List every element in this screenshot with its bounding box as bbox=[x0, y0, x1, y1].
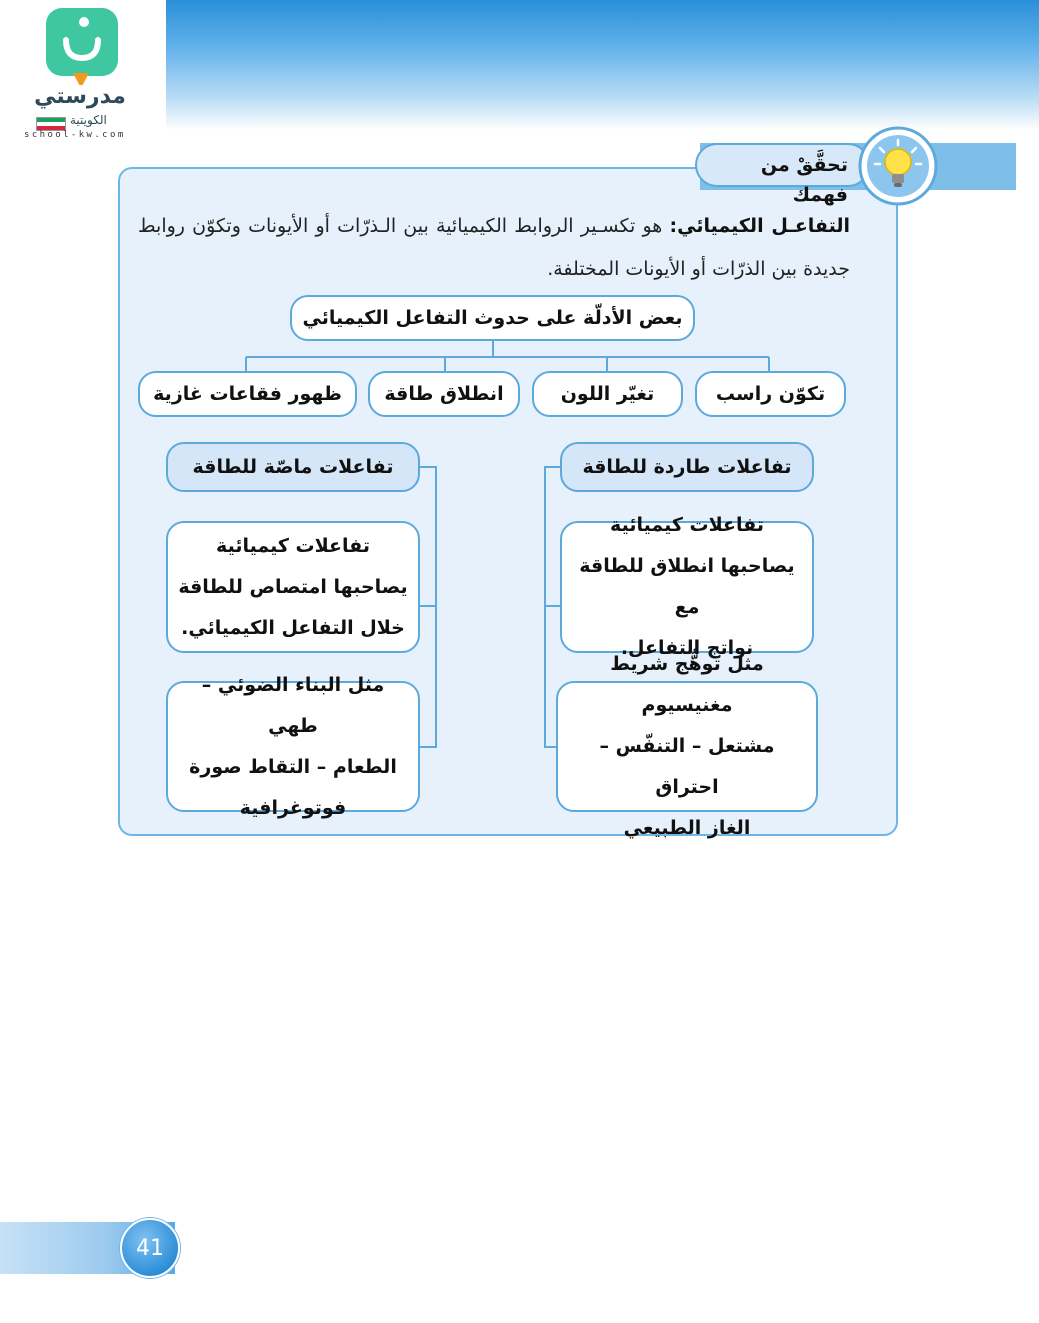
exothermic-example-line: الغاز الطبيعي bbox=[623, 817, 751, 839]
endothermic-description-line: خلال التفاعل الكيميائي. bbox=[181, 616, 405, 639]
exothermic-examples-box bbox=[556, 653, 818, 839]
endothermic-example-line: الطعام – التقاط صورة bbox=[189, 755, 397, 778]
exothermic-example-line: مشتعل – التنفّس – احتراق bbox=[599, 735, 775, 798]
exothermic-description-line: تفاعلات كيميائية bbox=[610, 514, 764, 536]
endothermic-examples-box bbox=[166, 673, 420, 819]
exothermic-description-line: يصاحبها انطلاق للطاقة مع bbox=[579, 555, 795, 618]
endothermic-description-line: يصاحبها امتصاص للطاقة bbox=[178, 575, 408, 598]
logo-url: school-kw.com bbox=[24, 130, 126, 140]
exothermic-example-line: مثل توهُّج شريط مغنيسيوم bbox=[610, 653, 764, 716]
evidence-item-gas-bubbles: ظهور فقاعات غازية bbox=[138, 371, 357, 417]
definition-term: التفاعـل الكيميائي: bbox=[669, 215, 851, 237]
evidence-item-precipitate: تكوّن راسب bbox=[695, 371, 846, 417]
exothermic-title-box: تفاعلات طاردة للطاقة bbox=[560, 442, 814, 492]
exothermic-description-box bbox=[560, 514, 814, 659]
evidence-item-energy-release: انطلاق طاقة bbox=[368, 371, 520, 417]
definition-text: هو تكسـير الروابط الكيميائية بين الـذرّات أو الأيونات وتكوّن روابط جديدة بين الذرّات أو الأيونات المختلفة. bbox=[138, 215, 850, 280]
endothermic-description-line: تفاعلات كيميائية bbox=[216, 534, 370, 557]
section-title: تحقَّقْ من فهمك bbox=[760, 154, 848, 206]
endothermic-example-line: مثل البناء الضوئي – طهي bbox=[201, 673, 385, 737]
exothermic-description-line: نواتج التفاعل. bbox=[620, 637, 754, 659]
endothermic-title-box: تفاعلات ماصّة للطاقة bbox=[166, 442, 420, 492]
evidence-item-color-change: تغيّر اللون bbox=[532, 371, 683, 417]
logo-name: مدرستي bbox=[34, 84, 126, 109]
logo-subtitle: الكويتية bbox=[70, 113, 107, 127]
page-number: 41 bbox=[120, 1218, 180, 1278]
endothermic-description-box bbox=[166, 521, 420, 653]
evidence-title-box: بعض الأدلّة على حدوث التفاعل الكيميائي bbox=[290, 295, 695, 341]
endothermic-example-line: فوتوغرافية bbox=[239, 796, 347, 819]
